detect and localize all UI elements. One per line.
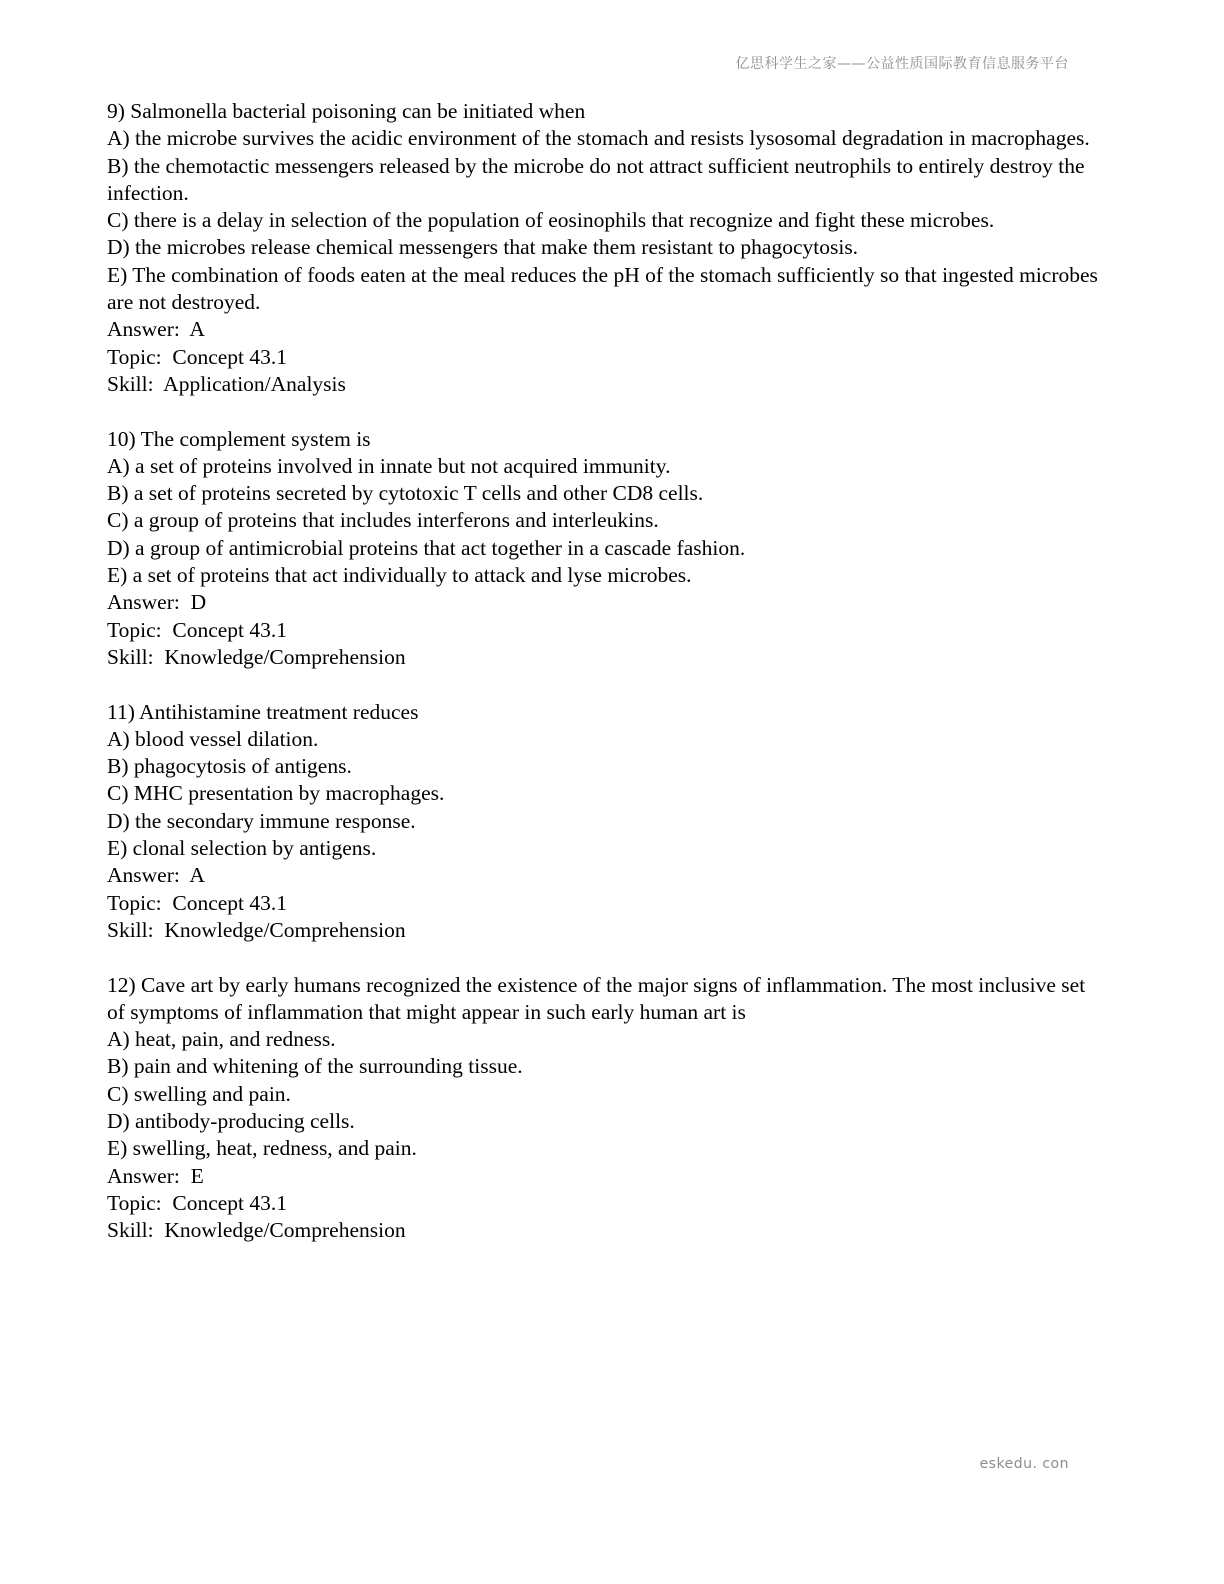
option-c: C) there is a delay in selection of the population of eosinophils that recognize and fight these microbes. bbox=[107, 208, 995, 233]
option-e: E) clonal selection by antigens. bbox=[107, 836, 377, 861]
question-stem: 12) Cave art by early humans recognized the existence of the major signs of inflammation. The most inclusive set of symptoms of inflammation that might appear in such early human art is bbox=[107, 972, 1091, 1024]
question-9 bbox=[107, 98, 1107, 398]
answer: Answer: D bbox=[107, 590, 207, 615]
option-b: B) phagocytosis of antigens. bbox=[107, 754, 352, 779]
option-d: D) antibody-producing cells. bbox=[107, 1108, 355, 1133]
option-e: E) a set of proteins that act individually to attack and lyse microbes. bbox=[107, 563, 692, 588]
question-10 bbox=[107, 426, 1107, 672]
option-a: A) heat, pain, and redness. bbox=[107, 1027, 336, 1052]
skill: Skill: Knowledge/Comprehension bbox=[107, 644, 406, 669]
option-b: B) the chemotactic messengers released by the microbe do not attract sufficient neutrophils to entirely destroy the infection. bbox=[107, 153, 1090, 205]
page-footer: eskedu. con bbox=[979, 1456, 1069, 1472]
question-12 bbox=[107, 972, 1107, 1245]
option-c: C) MHC presentation by macrophages. bbox=[107, 781, 445, 806]
option-a: A) the microbe survives the acidic environment of the stomach and resists lysosomal degradation in macrophages. bbox=[107, 126, 1090, 151]
question-11 bbox=[107, 699, 1107, 945]
question-stem: 10) The complement system is bbox=[107, 426, 371, 451]
option-a: A) a set of proteins involved in innate but not acquired immunity. bbox=[107, 453, 671, 478]
page-header: 亿思科学生之家——公益性质国际教育信息服务平台 bbox=[735, 56, 1069, 72]
option-e: E) The combination of foods eaten at the meal reduces the pH of the stomach sufficiently so that ingested microbes are not destroyed. bbox=[107, 262, 1104, 315]
option-d: D) the microbes release chemical messengers that make them resistant to phagocytosis. bbox=[107, 235, 859, 260]
question-stem: 11) Antihistamine treatment reduces bbox=[107, 699, 419, 724]
option-d: D) a group of antimicrobial proteins that act together in a cascade fashion. bbox=[107, 535, 746, 560]
question-stem: 9) Salmonella bacterial poisoning can be initiated when bbox=[107, 99, 586, 123]
answer: Answer: A bbox=[107, 863, 205, 888]
answer: Answer: E bbox=[107, 1163, 204, 1188]
option-c: C) a group of proteins that includes interferons and interleukins. bbox=[107, 508, 659, 533]
topic: Topic: Concept 43.1 bbox=[107, 1190, 288, 1215]
skill: Skill: Knowledge/Comprehension bbox=[107, 1218, 406, 1243]
option-b: B) a set of proteins secreted by cytotoxic T cells and other CD8 cells. bbox=[107, 481, 704, 506]
option-d: D) the secondary immune response. bbox=[107, 808, 416, 833]
question-list bbox=[107, 98, 1107, 1272]
option-a: A) blood vessel dilation. bbox=[107, 726, 319, 751]
answer: Answer: A bbox=[107, 317, 205, 342]
skill: Skill: Application/Analysis bbox=[107, 371, 346, 396]
skill: Skill: Knowledge/Comprehension bbox=[107, 917, 406, 942]
option-e: E) swelling, heat, redness, and pain. bbox=[107, 1136, 417, 1161]
option-b: B) pain and whitening of the surrounding tissue. bbox=[107, 1054, 523, 1079]
option-c: C) swelling and pain. bbox=[107, 1081, 291, 1106]
topic: Topic: Concept 43.1 bbox=[107, 344, 288, 369]
topic: Topic: Concept 43.1 bbox=[107, 890, 288, 915]
topic: Topic: Concept 43.1 bbox=[107, 617, 288, 642]
